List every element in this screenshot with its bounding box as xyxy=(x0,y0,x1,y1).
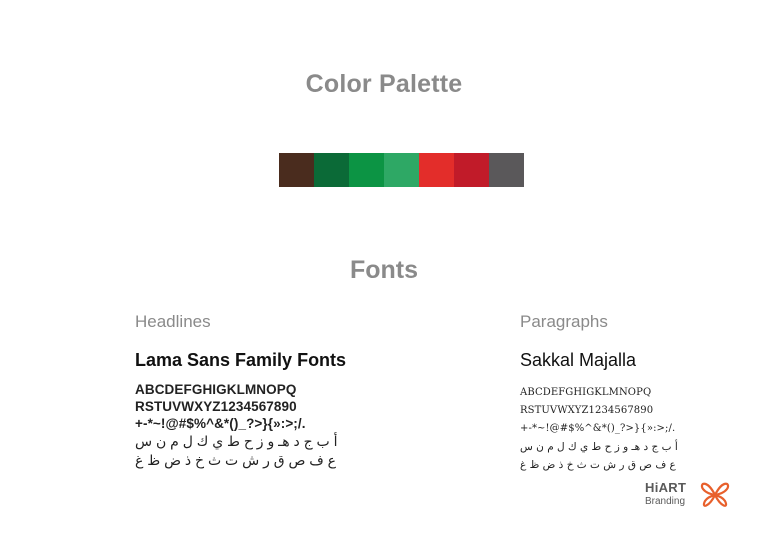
logo-subtitle: Branding xyxy=(645,496,686,507)
paragraphs-font-name: Sakkal Majalla xyxy=(520,350,637,370)
headlines-arabic-line-1: أ ب ج د هـ و ز ح ط ي ك ل م ن س xyxy=(135,433,338,449)
headlines-arabic-line-2: ع ف ص ق ر ش ت ث خ ذ ض ظ غ xyxy=(135,452,337,468)
headlines-sample-line-1: ABCDEFGHIGKLMNOPQ xyxy=(135,382,297,397)
paragraphs-arabic-line-2: ع ف ص ق ر ش ت ث خ ذ ض ظ غ xyxy=(520,459,676,471)
headlines-label: Headlines xyxy=(135,312,211,331)
color-palette-title: Color Palette xyxy=(305,70,463,98)
headlines-sample-line-3: +-*~!@#$%^&*()_?>}{»:>;/. xyxy=(135,416,306,431)
headlines-sample-line-2: RSTUVWXYZ1234567890 xyxy=(135,399,297,414)
fonts-title: Fonts xyxy=(349,256,419,284)
paragraphs-arabic-line-1: أ ب ج د هـ و ز ح ط ي ك ل م ن س xyxy=(520,441,678,453)
paragraphs-sample-line-1: ABCDEFGHIGKLMNOPQ xyxy=(520,387,652,398)
headlines-font-column xyxy=(135,312,435,470)
color-swatch-1 xyxy=(279,153,314,187)
color-swatch-3 xyxy=(349,153,384,187)
hiart-branding-logo xyxy=(645,477,745,517)
paragraphs-sample-line-3: +-*~!@#$%^&*()_?>}{»:>;/. xyxy=(520,423,676,434)
paragraphs-font-column xyxy=(520,312,720,474)
logo-name: HiART xyxy=(645,480,687,495)
color-swatch-4 xyxy=(384,153,419,187)
color-swatch-5 xyxy=(419,153,454,187)
color-swatch-7 xyxy=(489,153,524,187)
butterfly-icon xyxy=(697,477,733,513)
color-palette-strip xyxy=(279,153,524,187)
color-swatch-6 xyxy=(454,153,489,187)
headlines-font-name: Lama Sans Family Fonts xyxy=(135,350,347,370)
paragraphs-label: Paragraphs xyxy=(520,312,608,331)
paragraphs-sample-line-2: RSTUVWXYZ1234567890 xyxy=(520,405,654,416)
color-swatch-2 xyxy=(314,153,349,187)
